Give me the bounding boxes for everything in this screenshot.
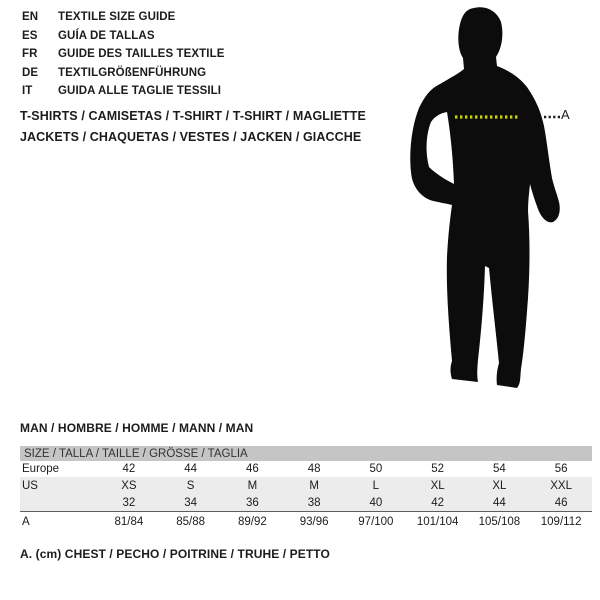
language-title: GUIDA ALLE TAGLIE TESSILI — [58, 85, 222, 98]
table-cell: 44 — [184, 463, 198, 475]
category-line-tshirts: T-SHIRTS / CAMISETAS / T-SHIRT / T-SHIRT / MAGLIETTE — [20, 109, 366, 123]
table-cell: 101/104 — [416, 515, 459, 528]
table-cell: 42 — [431, 496, 445, 509]
table-cell: XS — [121, 479, 137, 492]
table-cell: 50 — [369, 463, 383, 475]
table-cell: 93/96 — [299, 515, 329, 528]
section-title-man: MAN / HOMBRE / HOMME / MANN / MAN — [20, 421, 254, 435]
row-label: Europe — [22, 463, 60, 475]
table-cell: 38 — [307, 496, 321, 509]
table-cell: L — [372, 479, 380, 492]
language-list — [22, 8, 225, 101]
table-cell: 97/100 — [358, 515, 394, 528]
table-cell: S — [186, 479, 195, 492]
table-cell: XXL — [550, 479, 572, 492]
language-row-es — [22, 27, 225, 46]
language-title: TEXTILGRÖßENFÜHRUNG — [58, 66, 207, 79]
table-cell: 46 — [554, 496, 568, 509]
table-cell: 109/112 — [540, 515, 582, 528]
language-title: GUIDE DES TAILLES TEXTILE — [58, 48, 225, 61]
table-cell: 36 — [245, 496, 259, 509]
row-label: A — [22, 515, 30, 528]
language-code: ES — [22, 29, 38, 42]
man-silhouette — [410, 7, 559, 388]
language-row-it — [22, 82, 225, 101]
table-cell: 34 — [184, 496, 198, 509]
table-cell: 54 — [492, 463, 506, 475]
table-cell: 52 — [431, 463, 445, 475]
table-cell: 46 — [245, 463, 259, 475]
table-row-us — [20, 477, 592, 494]
table-cell: M — [309, 479, 319, 492]
measurement-a-label: A — [561, 107, 570, 122]
row-label: US — [22, 479, 38, 492]
language-code: IT — [22, 85, 33, 98]
size-table-header: SIZE / TALLA / TAILLE / GRÖSSE / TAGLIA — [20, 446, 592, 461]
language-row-de — [22, 64, 225, 83]
language-row-fr — [22, 45, 225, 64]
table-cell: 48 — [307, 463, 321, 475]
table-cell: 85/88 — [176, 515, 206, 528]
language-code: DE — [22, 66, 39, 79]
table-row-chest-a — [20, 511, 592, 531]
table-cell: M — [247, 479, 258, 492]
table-cell: 40 — [369, 496, 383, 509]
garment-categories — [20, 106, 366, 148]
language-row-en — [22, 8, 225, 27]
language-title: GUÍA DE TALLAS — [58, 29, 155, 42]
size-table — [20, 446, 592, 531]
table-row-us-numeric — [20, 494, 592, 511]
table-cell: XL — [492, 479, 507, 492]
table-cell: 105/108 — [478, 515, 521, 528]
man-silhouette-figure — [398, 6, 568, 398]
language-title: TEXTILE SIZE GUIDE — [58, 11, 176, 24]
table-cell: 42 — [122, 463, 136, 475]
table-cell: 44 — [492, 496, 506, 509]
measurement-footnote: A. (cm) CHEST / PECHO / POITRINE / TRUHE / PETTO — [20, 547, 330, 561]
language-code: EN — [22, 11, 39, 24]
table-cell: 32 — [122, 496, 136, 509]
table-cell: 89/92 — [237, 515, 267, 528]
table-cell: 56 — [554, 463, 568, 475]
table-cell: 81/84 — [114, 515, 144, 528]
category-line-jackets: JACKETS / CHAQUETAS / VESTES / JACKEN / GIACCHE — [20, 130, 362, 144]
table-row-europe — [20, 461, 592, 477]
language-code: FR — [22, 48, 38, 61]
table-cell: XL — [430, 479, 445, 492]
